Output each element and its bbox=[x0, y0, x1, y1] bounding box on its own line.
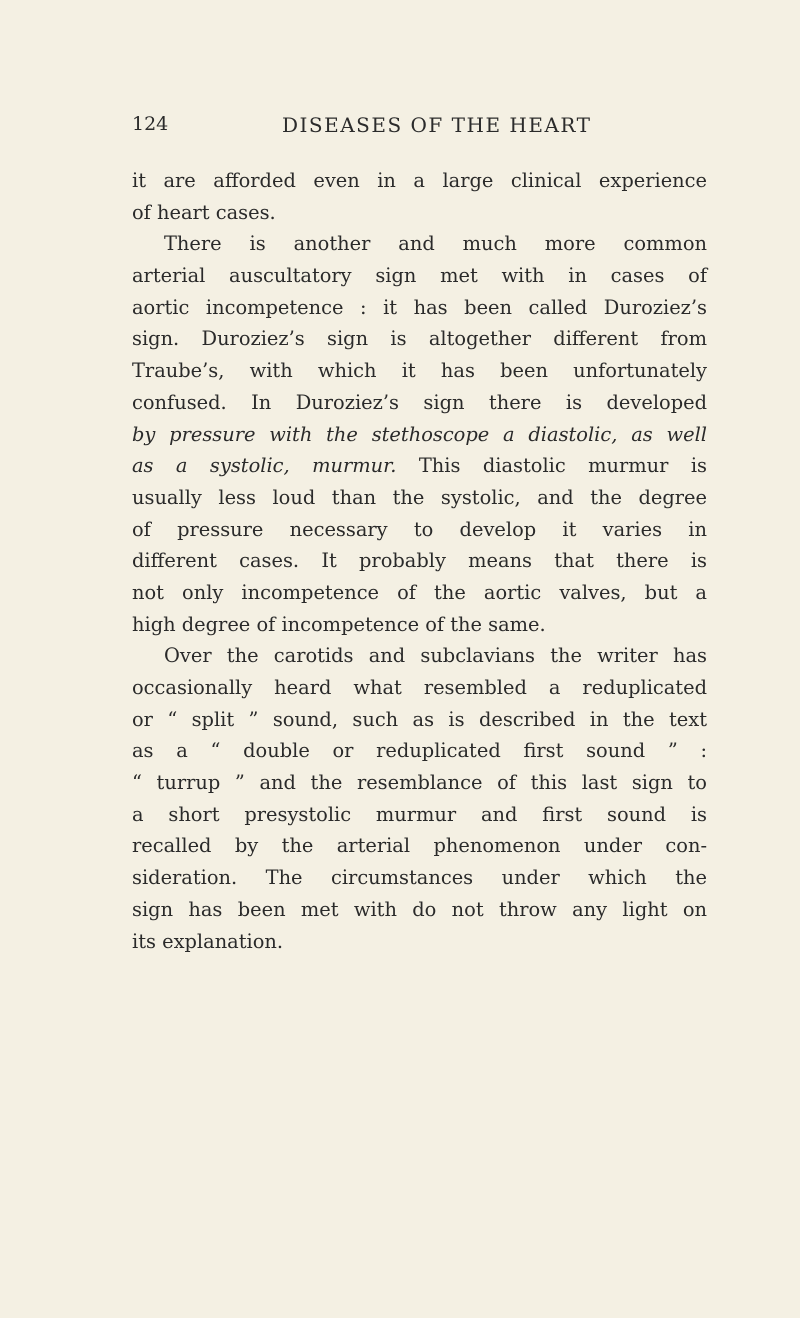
text-line bbox=[132, 735, 707, 767]
text-line bbox=[132, 894, 707, 926]
text-line bbox=[132, 545, 707, 577]
line-text: it are afforded even in a large clinical experience bbox=[132, 169, 707, 192]
line-text: “ turrup ” and the resemblance of this last sign to bbox=[132, 771, 707, 795]
line-text: sign has been met with do not throw any light on bbox=[132, 897, 707, 921]
text-line bbox=[132, 450, 707, 482]
text-line bbox=[132, 704, 707, 736]
line-text: Traube’s, with which it has been unfortunately bbox=[132, 359, 707, 383]
line-text: There is another and much more common bbox=[164, 232, 707, 256]
text-line bbox=[132, 767, 707, 799]
text-line bbox=[132, 197, 707, 229]
line-text: of pressure necessary to develop it varies in bbox=[132, 517, 707, 541]
text-line bbox=[132, 799, 707, 831]
text-line bbox=[132, 672, 707, 704]
text-line bbox=[132, 640, 707, 672]
line-text: aortic incompetence : it has been called Duroziez’s bbox=[132, 295, 707, 319]
text-line bbox=[132, 514, 707, 546]
line-text: its explanation. bbox=[132, 929, 284, 953]
page-header bbox=[132, 113, 712, 143]
line-text: as a “ double or reduplicated first sound ” : bbox=[132, 739, 707, 763]
line-text: a short presystolic murmur and first sound is bbox=[132, 802, 707, 826]
page-number: 124 bbox=[132, 113, 169, 135]
text-line bbox=[132, 292, 707, 324]
line-text: sideration. The circumstances under which the bbox=[132, 866, 707, 890]
text-line bbox=[132, 260, 707, 292]
line-text: occasionally heard what resembled a reduplicated bbox=[132, 676, 707, 699]
line-text: Over the carotids and subclavians the writer has bbox=[164, 644, 707, 668]
line-text: or “ split ” sound, such as is described in the text bbox=[132, 707, 707, 731]
text-line bbox=[132, 482, 707, 514]
line-text: recalled by the arterial phenomenon under con- bbox=[132, 834, 707, 858]
italic-text: by pressure with the stethoscope a diastolic, as well bbox=[132, 422, 707, 446]
text-line bbox=[132, 609, 707, 641]
text-line bbox=[132, 862, 707, 894]
line-text: different cases. It probably means that there is bbox=[132, 549, 707, 573]
text-line bbox=[132, 355, 707, 387]
line-text: not only incompetence of the aortic valves, but a bbox=[132, 580, 707, 604]
line-text: This diastolic murmur is bbox=[396, 454, 707, 478]
text-line bbox=[132, 165, 707, 197]
text-line bbox=[132, 228, 707, 260]
text-line bbox=[132, 419, 707, 451]
line-text: usually less loud than the systolic, and the degree bbox=[132, 485, 707, 509]
line-text: confused. In Duroziez’s sign there is developed bbox=[132, 390, 707, 414]
text-line bbox=[132, 387, 707, 419]
italic-text: as a systolic, murmur. bbox=[132, 454, 397, 478]
line-text: of heart cases. bbox=[132, 200, 276, 224]
text-line bbox=[132, 926, 707, 958]
body-text bbox=[132, 165, 707, 957]
text-line bbox=[132, 830, 707, 862]
running-title: DISEASES OF THE HEART bbox=[282, 113, 592, 137]
line-text: sign. Duroziez’s sign is altogether different from bbox=[132, 327, 707, 351]
text-line bbox=[132, 577, 707, 609]
line-text: high degree of incompetence of the same. bbox=[132, 612, 546, 636]
line-text: arterial auscultatory sign met with in cases of bbox=[132, 264, 707, 288]
text-line bbox=[132, 323, 707, 355]
